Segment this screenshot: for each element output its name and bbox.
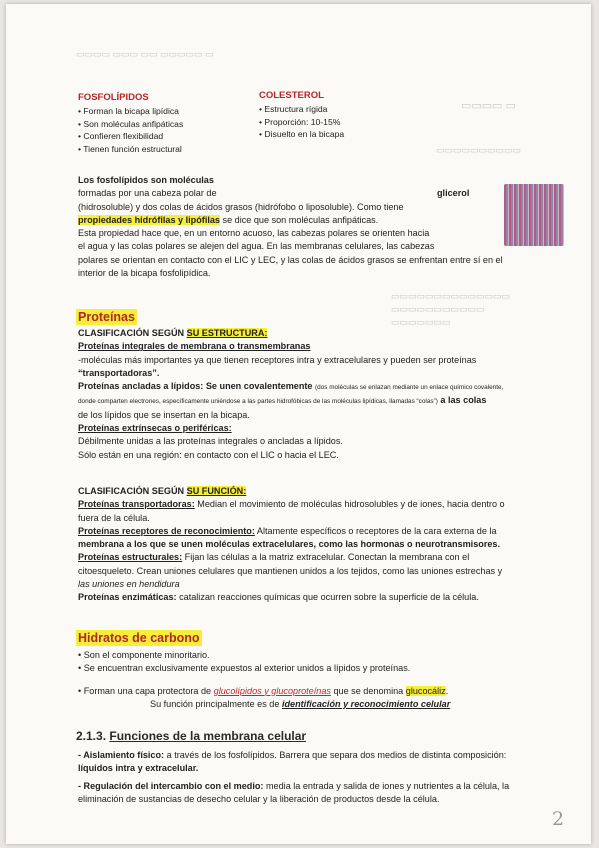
regulacion-label: - Regulación del intercambio con el medio:: [78, 780, 264, 791]
proteinas-heading: Proteínas: [78, 310, 135, 324]
fosfolipidos-summary: [78, 92, 183, 155]
text-line: a las colas: [437, 395, 487, 406]
funciones-section: [78, 749, 572, 806]
list-item: • Proporción: 10-15%: [259, 116, 344, 129]
ancladas-heading: Proteínas ancladas a lípidos: Se unen covalentemente: [78, 381, 313, 392]
clasificacion-estructura-label: CLASIFICACIÓN SEGÚN: [78, 328, 187, 338]
glucocaliz-highlight: glucocáliz: [405, 685, 446, 696]
bleed-through-text: ▭▭▭▭▭▭▭▭▭▭: [436, 145, 522, 155]
text-line: catalizan reacciones químicas que ocurren sobre la superficie de la célula.: [176, 592, 479, 603]
text-line: líquidos intra y extracelular.: [78, 763, 199, 774]
clasificacion-estructura-highlight: SU ESTRUCTURA:: [186, 328, 268, 338]
list-item: • Son moléculas anfipáticas: [78, 118, 183, 131]
bleed-through-text: ▭▭▭▭ ▭: [461, 100, 517, 112]
highlight-anfipaticas: propiedades hidrófilas y lipófilas: [78, 214, 220, 225]
colesterol-list: [259, 103, 344, 141]
proteinas-estructura: [78, 327, 568, 462]
list-item: • Disuelto en la bicapa: [259, 128, 344, 141]
text-line: Su función principalmente es de: [150, 698, 282, 709]
hidratos-section: • Son el componente minoritario. • Se encuentran exclusivamente expuestos al exterior unidos a lípidos y proteínas. • Forman una capa protectora de glucolípidos y glucoproteínas que se denomina glucocáliz. Su función principalmente es de identificación y reconocimiento celular: [78, 650, 451, 709]
funciones-heading: [76, 729, 306, 743]
estructurales-label: Proteínas estructurales:: [78, 552, 183, 563]
notes-page: [6, 4, 591, 844]
list-item: • Estructura rígida: [259, 103, 344, 116]
colesterol-summary: [259, 90, 344, 141]
ancladas-note: donde comparten electrones, específicamente uniéndose a las partes hidrofóbicas de las moléculas lipídicas, llamadas “colas”): [78, 398, 438, 406]
text-line: fuera de la célula.: [78, 512, 150, 523]
text-line: formadas por una cabeza polar de: [78, 188, 217, 199]
glucolipidos-highlight: glucolípidos y glucoproteínas: [213, 685, 331, 696]
list-item: • Tienen función estructural: [78, 143, 183, 156]
text-line: el agua y las colas polares se alejen del agua. En las membranas celulares, las cabezas: [78, 241, 435, 252]
text-line: polares se orientan en contacto con el LIC y LEC, y las colas de ácidos grasos se enfrentan entre sí en el: [78, 254, 503, 265]
bleed-through-text: ▭▭▭▭▭▭▭▭▭▭▭▭▭▭ ▭▭▭▭▭▭▭▭▭▭▭ ▭▭▭▭▭▭▭: [391, 291, 511, 327]
integrales-heading: Proteínas integrales de membrana o transmembranas: [78, 341, 311, 352]
text-line: (hidrosoluble) y dos colas de ácidos grasos (hidrófobo o liposoluble). Como tiene: [78, 201, 404, 212]
text-line: Los fosfolípidos son moléculas: [78, 175, 214, 185]
text-line: a través de los fosfolípidos. Barrera que separa dos medios de distinta composición:: [164, 750, 507, 760]
colesterol-title: COLESTEROL: [259, 90, 324, 101]
text-line: media la entrada y salida de iones y nutrientes a la célula, la: [263, 780, 510, 791]
text-line: eliminación de sustancias de desecho celular y la liberación de productos desde la célula.: [78, 793, 440, 804]
hidratos-heading: Hidratos de carbono: [78, 631, 200, 645]
text-line: Débilmente unidas a las proteínas integrales o ancladas a lípidos.: [78, 436, 343, 447]
list-item: Se encuentran exclusivamente expuestos al exterior unidos a lípidos y proteínas.: [83, 663, 411, 674]
clasificacion-funcion-label: CLASIFICACIÓN SEGÚN: [78, 486, 187, 496]
text-line: citoesqueleto. Crean uniones celulares que mantienen unidos a los tejidos, como las uniones estrechas y: [78, 565, 503, 576]
list-item: • Confieren flexibilidad: [78, 130, 183, 143]
text-line: interior de la bicapa fosfolipídica.: [78, 268, 211, 279]
receptores-label: Proteínas receptores de reconocimiento:: [78, 525, 255, 536]
text-line: Fijan las células a la matriz extracelular. Conectan la membrana con el: [182, 552, 470, 563]
extrinsecas-heading: Proteínas extrínsecas o periféricas:: [78, 423, 232, 434]
bleed-through-text: ▭▭▭▭ ▭▭▭ ▭▭ ▭▭▭▭▭ ▭: [76, 49, 214, 59]
ancladas-note: (dos moléculas se enlazan mediante un enlace químico covalente,: [315, 384, 504, 392]
section-number: 2.1.3.: [76, 729, 110, 743]
text-line: Altamente específicos o receptores de la cara externa de la: [254, 525, 497, 536]
text-line: Esta propiedad hace que, en un entorno acuoso, las cabezas polares se orienten hacia: [78, 228, 430, 239]
glicerol-word: glicerol: [437, 188, 470, 199]
text-line: de los lípidos que se insertan en la bicapa.: [78, 409, 250, 420]
aislamiento-label: - Aislamiento físico:: [78, 750, 165, 760]
text-line: membrana a los que se unen moléculas extracelulares, como las hormonas o neurotransmisores.: [78, 539, 501, 550]
fosfolipidos-title: FOSFOLÍPIDOS: [78, 92, 149, 103]
text-line: .: [445, 685, 449, 696]
fosfolipidos-list: [78, 105, 183, 155]
text-line: -moléculas más importantes ya que tienen receptores intra y extracelulares y pueden ser proteínas: [78, 354, 477, 365]
clasificacion-funcion-highlight: SU FUNCIÓN:: [186, 486, 247, 496]
page-number: 2: [552, 808, 565, 830]
transportadoras-label: Proteínas transportadoras:: [78, 499, 195, 510]
list-item: • Forman la bicapa lipídica: [78, 105, 183, 118]
proteinas-funcion: [78, 485, 570, 605]
identificacion-highlight: identificación y reconocimiento celular: [281, 698, 451, 709]
text-line: Sólo están en una región: en contacto con el LIC o hacia el LEC.: [78, 449, 339, 460]
text-line: que se denomina: [330, 685, 406, 696]
fosfolipidos-paragraph: [78, 174, 568, 280]
text-line: las uniones en hendidura: [78, 579, 180, 590]
list-item: Son el componente minoritario.: [83, 650, 210, 660]
text-line: “transportadoras”.: [78, 367, 160, 378]
list-item: Forman una capa protectora de: [83, 685, 214, 696]
enzimaticas-label: Proteínas enzimáticas:: [78, 592, 177, 603]
text-line: Median el movimiento de moléculas hidrosolubles y de iones, hacia dentro o: [194, 499, 505, 510]
text-line: se dice que son moléculas anfipáticas.: [220, 214, 379, 225]
section-title: Funciones de la membrana celular: [109, 729, 307, 743]
